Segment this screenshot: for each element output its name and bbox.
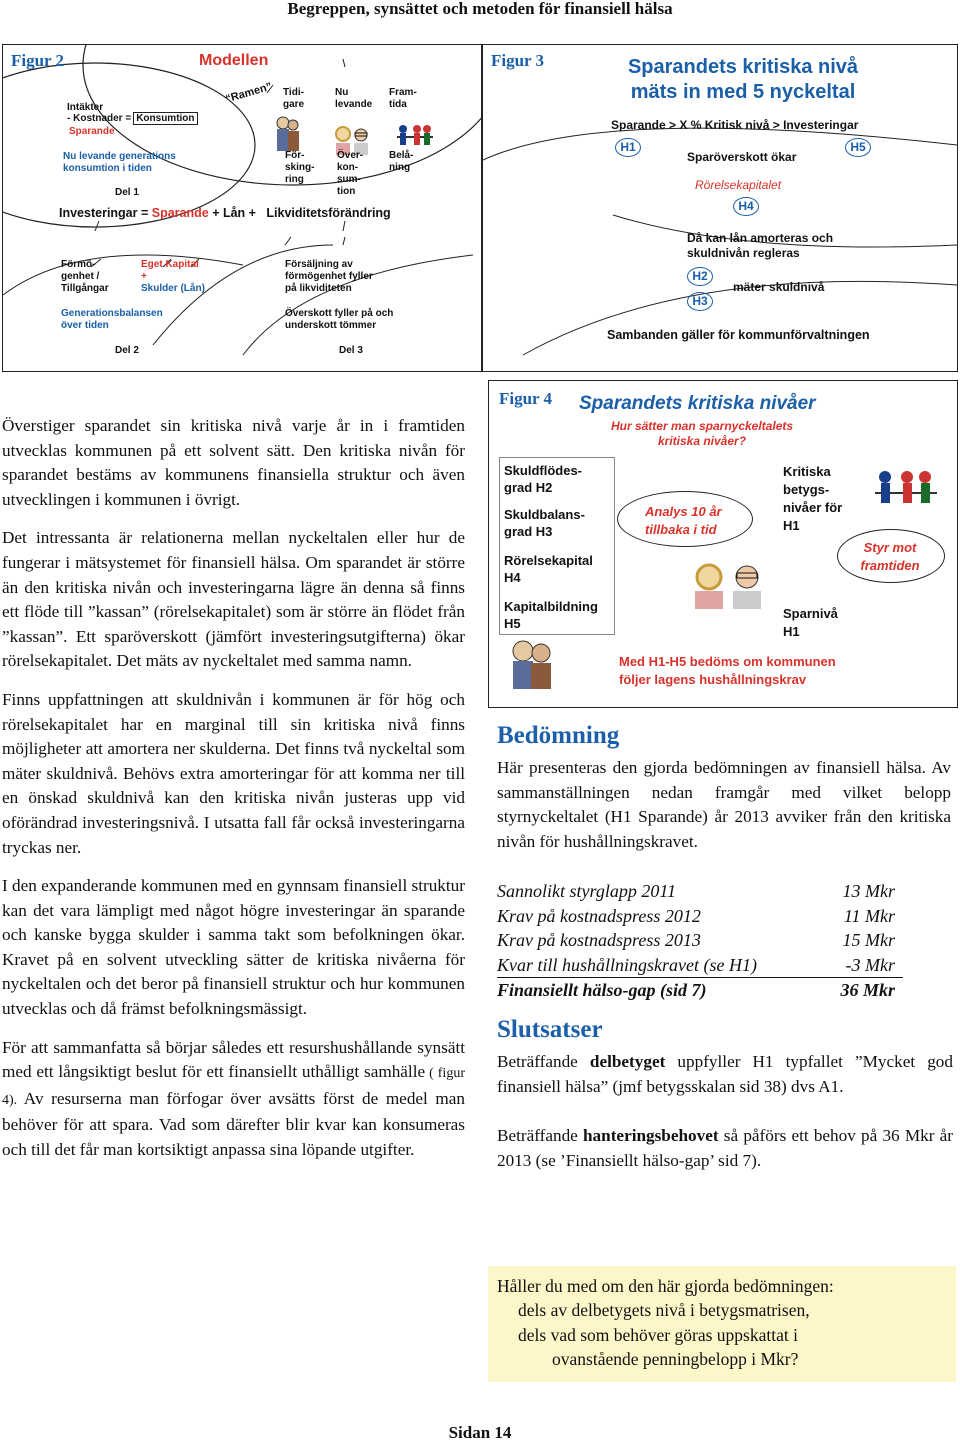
p5-part-a: För att sammanfatta så börjar således ett resurshushållande synsätt med ett långsiktigt beslut för ett finansiellt uthålligt samhälle bbox=[2, 1037, 465, 1082]
slutsatser-heading: Slutsatser bbox=[497, 1016, 603, 1043]
h2-badge: H2 bbox=[687, 267, 713, 286]
figure-4-label: Figur 4 bbox=[499, 389, 553, 408]
s2-c: så påförs ett behov på 36 Mkr år 2013 (se ’Finansiellt hälso-gap’ sid 7). bbox=[497, 1126, 953, 1170]
nyckeltal-list-box bbox=[499, 457, 615, 635]
med-h1-h5-label: Med H1-H5 bedöms om kommunen följer lagens hushållningskrav bbox=[619, 654, 836, 687]
assessment-row bbox=[497, 904, 903, 929]
eq-rest: + Lån + Likviditetsförändring bbox=[208, 206, 391, 220]
kostnader-text: - Kostnader = bbox=[67, 113, 132, 124]
total-label: Finansiellt hälso-gap (sid 7) bbox=[497, 980, 707, 1001]
nyckeltal-h3: Skuldbalans- grad H3 bbox=[504, 507, 585, 539]
assessment-row-label: Sannolikt styrglapp 2011 bbox=[497, 881, 676, 901]
slutsatser-paragraph-1 bbox=[497, 1050, 953, 1099]
overskott-label: Överskott fyller på och underskott tömmer bbox=[285, 308, 394, 331]
paragraph-5 bbox=[2, 1036, 465, 1163]
p5-part-b: ( figur 4). bbox=[2, 1066, 465, 1108]
analys-label: Analys 10 år tillbaka i tid bbox=[645, 504, 722, 537]
sambanden-label: Sambanden gäller för kommunförvaltningen bbox=[607, 328, 870, 342]
belaning-label: Belå- ning bbox=[389, 150, 414, 173]
del3-label: Del 3 bbox=[339, 345, 363, 356]
eget-kapital-label: Eget Kapital + bbox=[141, 259, 199, 282]
s1-b: delbetyget bbox=[589, 1052, 666, 1071]
question-box bbox=[488, 1266, 956, 1382]
left-text-column bbox=[2, 414, 465, 1177]
assessment-row bbox=[497, 879, 903, 904]
forskingring-label: För- sking- ring bbox=[285, 150, 315, 185]
da-kan-label: Då kan lån amorteras och skuldnivån regleras bbox=[687, 231, 834, 260]
framtida-label: Fram- tida bbox=[389, 87, 417, 110]
del2-label: Del 2 bbox=[115, 345, 139, 356]
ramen-label: “Ramen” bbox=[224, 80, 274, 106]
assessment-rows bbox=[497, 879, 903, 977]
paragraph-1: Överstiger sparandet sin kritiska nivå varje år in i framtiden utvecklas kommunen på ett solvent sätt. Den kritiska nivån för sparandet bestäms av kommunens finansiella struktur och även utvecklingen i kommunen i övrigt. bbox=[2, 416, 465, 509]
nu-levande-col-label: Nu levande bbox=[335, 87, 373, 110]
tidigare-label: Tidi- gare bbox=[283, 87, 305, 110]
sparniva-label: Sparnivå H1 bbox=[783, 606, 838, 639]
formogenhet-label: Förmö- genhet / Tillgångar bbox=[61, 259, 109, 294]
total-value: 36 Mkr bbox=[840, 980, 895, 1001]
generationsbalansen-label: Generationsbalansen över tiden bbox=[61, 308, 163, 331]
s1-a: Beträffande bbox=[497, 1052, 590, 1071]
assessment-row-value: 15 Mkr bbox=[842, 930, 895, 951]
forsaljning-label: Försäljning av förmögenhet fyller på likviditeten bbox=[285, 259, 373, 294]
kostnader-label bbox=[67, 113, 198, 125]
s2-b: hanteringsbehovet bbox=[583, 1126, 719, 1145]
figure-3-title: Sparandets kritiska nivå mäts in med 5 nyckeltal bbox=[627, 56, 859, 103]
eq-inv: Investeringar = bbox=[59, 206, 152, 220]
children-icon bbox=[395, 123, 435, 149]
question-line-4: ovanstående penningbelopp i Mkr? bbox=[552, 1349, 799, 1369]
adults-icon-2 bbox=[689, 561, 773, 609]
overkonsumtion-label: Över- kon- sum- tion bbox=[337, 150, 364, 197]
nyckeltal-h4: Rörelsekapital H4 bbox=[504, 553, 593, 585]
paragraph-2: Det intressanta är relationerna mellan nyckeltalen eller hur de fungerar i mätsystemet för finansiell hälsa. Om sparandet är större än den kritiska nivån och investeringarna lägre än denna så finns ett flöde till ”kassan” (rörelsekapitalet) som är större än flödet från ”kassan”. Ett sparöverskott (jämfört investeringsutgifterna) ökar rörelsekapitalet. Det mäts av nyckeltalet med samma namn. bbox=[2, 528, 465, 671]
konsumtion-i-tiden-label: konsumtion i tiden bbox=[63, 163, 152, 174]
styr-label: Styr mot framtiden bbox=[860, 540, 920, 573]
intakter-label: Intäkter bbox=[67, 102, 104, 113]
konsumtion-box: Konsumtion bbox=[133, 112, 197, 125]
paragraph-4: I den expanderande kommunen med en gynnsam finansiell struktur kan det vara lämpligt med något högre investeringar än sparande och kanske bygga skulder i samma takt som befolkningen ökar. Kravet på en solvent utveckling sätter de kritiska nivåerna för nyckeltalen och det beror på finansiell struktur och hur kommunen utvecklas och då främst befolkningsmässigt. bbox=[2, 876, 465, 1019]
page-number: Sidan 14 bbox=[448, 1423, 512, 1442]
skulder-label: Skulder (Lån) bbox=[141, 283, 205, 294]
rorelsekapitalet-label: Rörelsekapitalet bbox=[695, 178, 782, 192]
h5-badge: H5 bbox=[845, 138, 871, 157]
assessment-row-label: Kvar till hushållningskravet (se H1) bbox=[497, 954, 757, 975]
eq-sparande: Sparande bbox=[151, 206, 209, 220]
h3-badge: H3 bbox=[687, 292, 713, 311]
assessment-row-label: Krav på kostnadspress 2012 bbox=[497, 905, 701, 926]
s2-a: Beträffande bbox=[497, 1126, 583, 1145]
nyckeltal-h5: Kapitalbildning H5 bbox=[504, 599, 598, 631]
question-line-2: dels av delbetygets nivå i betygsmatrisen, bbox=[518, 1300, 810, 1320]
children-icon-2 bbox=[871, 467, 941, 517]
figure-2-panel bbox=[2, 44, 482, 372]
figure-4-subtitle: Hur sätter man sparnyckeltalets kritiska nivåer? bbox=[610, 419, 794, 448]
figure-4-panel bbox=[488, 380, 958, 708]
assessment-row-label: Krav på kostnadspress 2013 bbox=[497, 930, 701, 951]
assessment-row bbox=[497, 953, 903, 978]
figure-4-title: Sparandets kritiska nivåer bbox=[579, 393, 816, 414]
slutsatser-paragraph-2 bbox=[497, 1124, 953, 1173]
question-line-1: Håller du med om den här gjorda bedömningen: bbox=[497, 1276, 834, 1296]
question-line-3: dels vad som behöver göras uppskattat i bbox=[518, 1325, 798, 1345]
kritiska-label: Kritiska betygs- nivåer för H1 bbox=[783, 464, 843, 533]
elderly-couple-icon-2 bbox=[509, 639, 555, 691]
bedomning-text: Här presenteras den gjorda bedömningen av finansiell hälsa. Av sammanställningen nedan framgår med vilket belopp styrnyckeltalet (H1 Sparande) år 2013 avviker från den kritiska nivån för hushållningskravet. bbox=[497, 758, 951, 851]
p5-part-c: Av resurserna man förfogar över avsätts först de medel man behöver för att spara. Vad som därefter blir kvar kan konsumeras och till det får man kortsiktigt anpassa sina löpande utgifter. bbox=[2, 1088, 465, 1160]
bedomning-heading: Bedömning bbox=[497, 722, 620, 749]
assessment-row-value: 13 Mkr bbox=[842, 881, 895, 901]
figure-3-label: Figur 3 bbox=[491, 51, 545, 70]
elderly-couple-icon bbox=[275, 115, 301, 155]
paragraph-3: Finns uppfattningen att skuldnivån i kommunen är för hög och rörelsekapitalet har en marginal till sin kritiska nivå finns möjligheter att amortera ner skulderna. Det finns två nyckeltal som mäter skuldnivå. Behövs extra amorteringar för att komma ner till en önskad skuldnivå kan den kritiska nivån justeras upp vid oförändrad investeringsnivå. I utsatta fall får också investeringarna tryckas ner. bbox=[2, 689, 465, 857]
figure-2-title: Modellen bbox=[199, 52, 269, 69]
h4-badge: H4 bbox=[733, 197, 759, 216]
mater-skuldniva-label: mäter skuldnivå bbox=[733, 280, 825, 294]
sparoverskott-label: Sparöverskott ökar bbox=[687, 150, 797, 164]
s1-c: uppfyller H1 typfallet ”Mycket god finansiell hälsa” (jmf betygsskalan sid 38) dvs A1. bbox=[497, 1052, 953, 1096]
sparande-label: Sparande bbox=[69, 126, 115, 137]
figure-3-panel bbox=[482, 44, 958, 372]
del1-label: Del 1 bbox=[115, 187, 139, 198]
figure-2-label: Figur 2 bbox=[11, 51, 65, 70]
h1-badge: H1 bbox=[615, 138, 641, 157]
assessment-row-value: -3 Mkr bbox=[845, 954, 895, 975]
investeringar-equation bbox=[59, 206, 391, 221]
assessment-total-row bbox=[497, 977, 903, 1003]
assessment-table bbox=[497, 879, 903, 1003]
nyckeltal-h2: Skuldflödes- grad H2 bbox=[504, 463, 583, 495]
figure-3-formula: Sparande > X % Kritisk nivå > Investeringar bbox=[611, 118, 859, 132]
page-title: Begreppen, synsättet och metoden för finansiell hälsa bbox=[287, 0, 673, 18]
assessment-row bbox=[497, 928, 903, 953]
nu-levande-label: Nu levande generations bbox=[63, 151, 176, 162]
assessment-row-value: 11 Mkr bbox=[843, 905, 895, 926]
